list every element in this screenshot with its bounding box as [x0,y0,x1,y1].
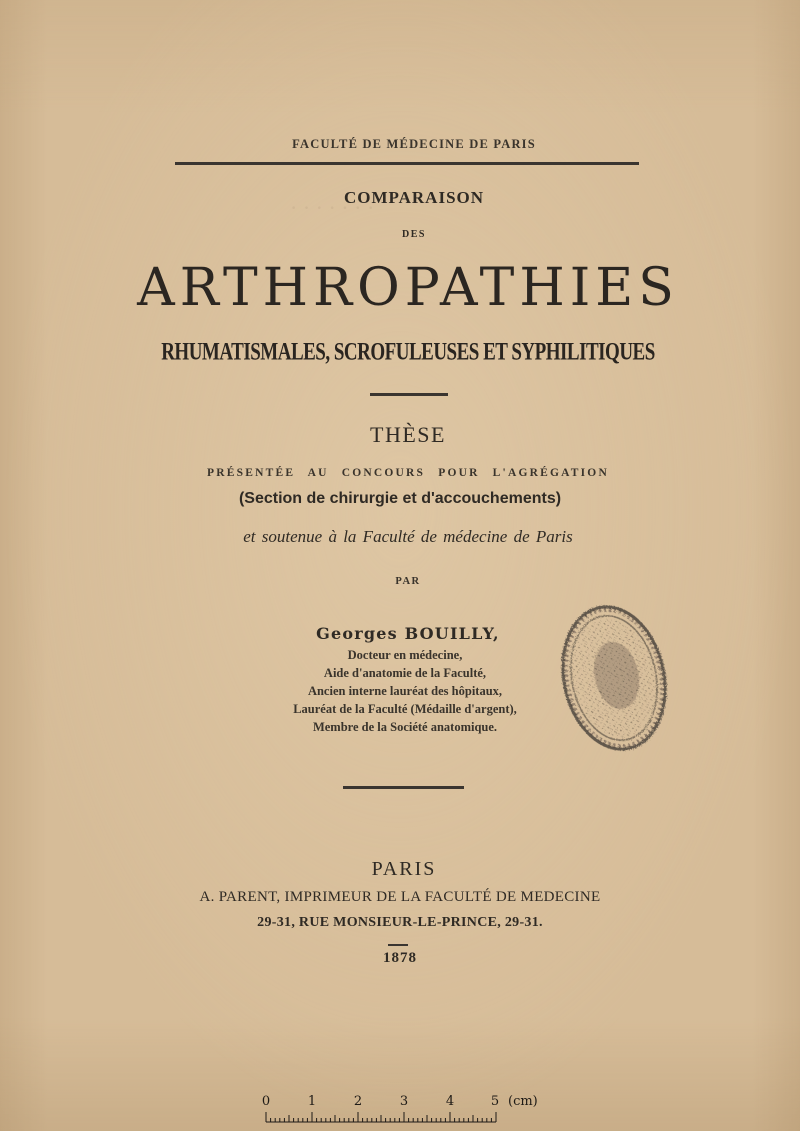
imprint-year: 1878 [383,950,417,966]
ruler-label: 4 [445,1094,455,1109]
ruler-ticks [264,1110,504,1130]
credential-line: Lauréat de la Faculté (Médaille d'argent), [293,702,517,716]
credential-line: Docteur en médecine, [347,648,463,662]
author-name: Georges BOUILLY, [316,624,500,643]
imprint-printer: A. PARENT, IMPRIMEUR DE LA FACULTÉ DE MEDECINE [199,889,601,905]
thesis-presented: PRÉSENTÉE AU CONCOURS POUR L'AGRÉGATION [207,467,609,479]
credential-line: Ancien interne lauréat des hôpitaux, [307,684,503,698]
scale-ruler [261,1094,554,1130]
ruler-label: 1 [307,1094,317,1109]
thesis-defended: et soutenue à la Faculté de médecine de Paris [243,527,573,546]
header-rule [175,162,639,165]
ruler-label: 0 [261,1094,271,1109]
thesis-by: PAR [395,576,421,587]
ruler-unit: (cm) [508,1094,538,1109]
title-line-des: DES [402,229,426,240]
imprint-address: 29-31, RUE MONSIEUR-LE-PRINCE, 29-31. [257,915,543,930]
credential-line: Membre de la Société anatomique. [312,720,498,734]
divider-rule-lower [343,786,464,789]
main-title: ARTHROPATHIES [137,258,679,318]
thesis-section: (Section de chirurgie et d'accouchements) [238,490,562,507]
ruler-label: 2 [353,1094,363,1109]
subtitle: RHUMATISMALES, SCROFULEUSES ET SYPHILITIQUES [161,338,655,367]
credential-line: Aide d'anatomie de la Faculté, [323,666,487,680]
thesis-heading: THÈSE [370,422,446,447]
ruler-label: 5 [490,1094,500,1109]
divider-rule [370,393,448,396]
library-stamp [555,598,673,758]
ruler-label: 3 [399,1094,409,1109]
title-line-comparaison: COMPARAISON [343,188,485,207]
faculty-header: FACULTÉ DE MÉDECINE DE PARIS [292,137,536,151]
year-rule [388,944,408,946]
show-through-text: · · · · · · · [290,195,375,220]
imprint-city: PARIS [371,858,437,880]
